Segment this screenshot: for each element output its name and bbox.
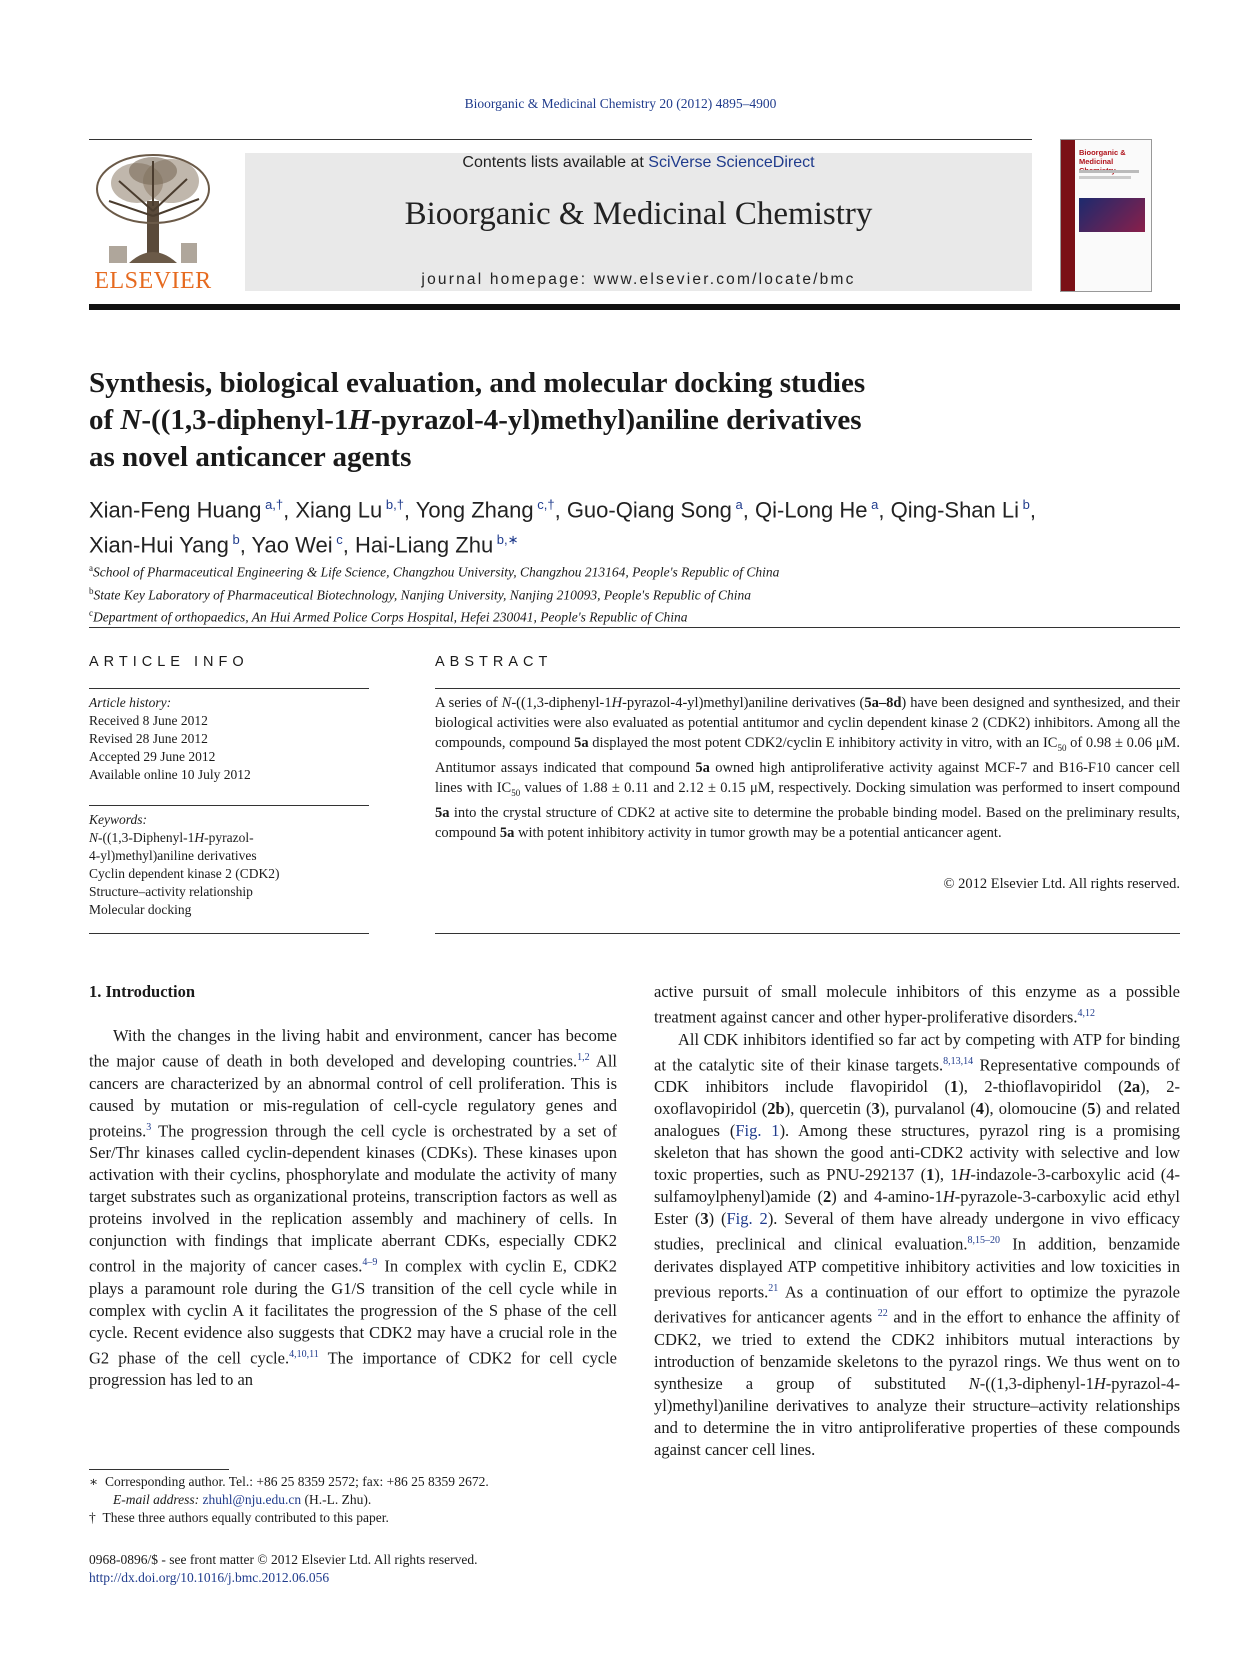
affiliation-text: Department of orthopaedics, An Hui Armed Police Corps Hospital, Hefei 230041, People's Republic of China (93, 609, 688, 625)
footnote-rule (89, 1469, 229, 1470)
article-title (89, 365, 1139, 476)
reference-link[interactable]: 8,15–20 (967, 1235, 1001, 1246)
author-name: Hai-Liang Zhu (355, 532, 494, 558)
author-affiliation-mark[interactable]: a,† (261, 497, 284, 512)
author-name: Xian-Hui Yang (89, 532, 229, 558)
journal-title: Bioorganic & Medicinal Chemistry (404, 196, 873, 232)
footnotes (89, 1473, 617, 1527)
article-history (89, 694, 369, 784)
figure-link[interactable]: Fig. 2 (726, 1209, 768, 1228)
history-item: Revised 28 June 2012 (89, 731, 208, 746)
reference-link[interactable]: 4–9 (362, 1257, 378, 1268)
author-name: Guo-Qiang Song (566, 497, 732, 523)
author-affiliation-mark[interactable]: b,∗ (493, 532, 519, 548)
author-name: Yao Wei (251, 532, 333, 558)
header-thick-rule (89, 304, 1180, 310)
cover-text-line (1079, 176, 1131, 179)
intro-paragraph-2: All CDK inhibitors identified so far act by competing with ATP for binding at the catalytic site of their kinase targets.$^{8,13,14}$ Representative compounds of CDK inhibitors include flavopiridol (1), 2-thioflavopiridol (2a), 2-oxoflavopiridol (2b), quercetin (3), purvalanol (4), olomoucine (5) and related analogues (Fig. 1). Among these structures, pyrazol ring is a promising skeleton that has shown the good anti-CDK2 activity with selective and low toxic properties, such as PNU-292137 (1), 1H-indazole-3-carboxylic acid (4-sulfamoylphenyl)amide (2) and 4-amino-1H-pyrazole-3-carboxylic acid ethyl Ester (3) (Fig. 2). Several of them have already undergone in vivo efficacy studies, preclinical and clinical evaluation.$^{8,15-20}$ In addition, benzamide derivates displayed ATP competitive inhibitory activities and low toxicities in previous reports.$^{21}$ As a continuation of our effort to optimize the pyrazole derivatives for anticancer agents $^{22}$ and in the effort to enhance the affinity of CDK2, we tried to extend the CDK2 inhibitors mutual interactions by introduction of benzamide skeletons to the pyrazol rings. We thus went on to synthesize a group of substituted N-((1,3-diphenyl-1H-pyrazol-4-yl)methyl)aniline derivatives to analyze their structure–activity relationships and to determine the in vitro antiproliferative properties of these compounds against cancer cell lines. (654, 1029, 1181, 1459)
history-item: Accepted 29 June 2012 (89, 749, 216, 764)
cover-image (1079, 198, 1145, 232)
affiliation-text: State Key Laboratory of Pharmaceutical Biotechnology, Nanjing University, Nanjing 210093, People's Republic of China (93, 587, 752, 602)
author-affiliation-mark[interactable]: b (228, 532, 240, 548)
author-affiliation-mark[interactable]: c,† (533, 497, 555, 512)
author-affiliation-mark[interactable]: a (731, 497, 743, 512)
history-item: Available online 10 July 2012 (89, 767, 251, 782)
keyword-text: -pyrazol- (204, 830, 254, 845)
article-info-rule (89, 688, 369, 689)
front-matter (89, 1551, 617, 1587)
abstract-rule (435, 933, 1180, 934)
keyword-text: -((1,3-Diphenyl-1 (98, 830, 195, 845)
affiliation-mark: c (89, 608, 93, 618)
article-info-rule (89, 933, 369, 934)
title-text: -((1,3-diphenyl-1 (141, 404, 349, 436)
header-divider (89, 139, 1032, 140)
history-label: Article history: (89, 695, 172, 710)
tree-icon (89, 151, 217, 269)
reference-link[interactable]: 4,12 (1077, 1008, 1095, 1019)
reference-link[interactable]: 3 (146, 1121, 152, 1133)
reference-link[interactable]: 8,13,14 (943, 1055, 974, 1067)
title-line-2 (89, 402, 1139, 439)
doi-link[interactable]: http://dx.doi.org/10.1016/j.bmc.2012.06.056 (89, 1570, 330, 1585)
affiliation-text: School of Pharmaceutical Engineering & Life Science, Changzhou University, Changzhou 213164, People's Republic of China (93, 564, 780, 580)
contents-prefix: Contents lists available at (462, 154, 649, 171)
keyword-italic: H (194, 830, 205, 845)
author-separator: , (342, 532, 355, 558)
keyword-item: Structure–activity relationship (89, 884, 253, 899)
abstract-rule (435, 688, 1180, 689)
author-separator: , (1029, 497, 1036, 523)
article-info-rule (89, 805, 369, 806)
journal-citation[interactable]: Bioorganic & Medicinal Chemistry 20 (2012) 4895–4900 (464, 96, 777, 111)
author-name: Yong Zhang (415, 497, 534, 523)
author-affiliation-mark[interactable]: b,† (382, 497, 404, 512)
affiliation-item (89, 604, 1180, 627)
contents-line (245, 154, 1032, 172)
title-italic: H (348, 404, 371, 436)
equal-contribution-note: † These three authors equally contributed to this paper. (89, 1510, 389, 1525)
journal-cover-thumbnail[interactable] (1060, 139, 1152, 292)
author-separator: , (554, 497, 567, 523)
author-affiliation-mark[interactable]: c (332, 532, 343, 548)
author-affiliation-mark[interactable]: a (867, 497, 879, 512)
reference-link[interactable]: 4,10,11 (289, 1348, 319, 1360)
journal-homepage-link[interactable]: journal homepage: www.elsevier.com/locate/bmc (421, 271, 856, 288)
affiliation-mark: b (89, 585, 94, 596)
corresponding-author-note: ∗ Corresponding author. Tel.: +86 25 8359 2572; fax: +86 25 8359 2672. (89, 1474, 489, 1489)
history-item: Received 8 June 2012 (89, 713, 208, 728)
sciencedirect-link[interactable]: SciVerse ScienceDirect (648, 154, 815, 171)
keyword-item (89, 829, 369, 847)
author-name: Qi-Long He (755, 497, 868, 523)
figure-link[interactable]: Fig. 1 (735, 1121, 780, 1140)
title-line-3: as novel anticancer agents (89, 441, 412, 473)
author-list (89, 490, 1180, 561)
affiliation-mark: a (89, 563, 93, 573)
title-text: -pyrazol-4-yl)methyl)aniline derivatives (370, 404, 862, 436)
intro-right-column (654, 981, 1180, 1461)
author-separator: , (239, 532, 252, 558)
abstract-body: A series of N-((1,3-diphenyl-1H-pyrazol-4-yl)methyl)aniline derivatives (5a–8d) have been designed and synthesized, and their biological activities were also evaluated as potential antitumor and cyclin dependent kinase 2 (CDK2) inhibitors. Among all the compounds, compound 5a displayed the most potent CDK2/cyclin E inhibitory activity in vitro, with an $IC_{50}$ of 0.98 ± 0.06 μM. Antitumor assays indicated that compound 5a owned high antiproliferative activity against MCF-7 and B16-F10 cancer cell lines with $IC_{50}$ values of 1.88 ± 0.11 and 2.12 ± 0.15 μM, respectively. Docking simulation was performed to insert compound 5a into the crystal structure of CDK2 at active site to determine the probable binding model. Based on the preliminary results, compound 5a with potent inhibitory activity in tumor growth may be a potential anticancer agent. (435, 695, 1181, 841)
intro-left-column (89, 1025, 617, 1391)
email-note: E-mail address: zhuhl@nju.edu.cn (H.-L. Zhu). (113, 1492, 372, 1507)
author-separator: , (403, 497, 416, 523)
author-name: Xian-Feng Huang (89, 497, 262, 523)
author-name: Xiang Lu (295, 497, 383, 523)
keywords-label: Keywords: (89, 812, 147, 827)
cover-spine (1061, 140, 1075, 291)
title-italic: N (120, 404, 142, 436)
article-info-heading: ARTICLE INFO (89, 654, 249, 670)
affiliation-divider (89, 627, 1180, 628)
keyword-item: Molecular docking (89, 902, 192, 917)
keyword-italic: N (89, 830, 99, 845)
keyword-item: 4-yl)methyl)aniline derivatives (89, 848, 257, 863)
abstract-copyright: © 2012 Elsevier Ltd. All rights reserved. (943, 876, 1180, 892)
reference-link[interactable]: 1,2 (577, 1052, 590, 1063)
reference-link[interactable]: 21 (768, 1282, 779, 1294)
author-name: Qing-Shan Li (890, 497, 1020, 523)
author-affiliation-mark[interactable]: b (1019, 497, 1030, 512)
keyword-item: Cyclin dependent kinase 2 (CDK2) (89, 866, 280, 881)
title-text: of (89, 404, 121, 436)
title-line-1: Synthesis, biological evaluation, and molecular docking studies (89, 367, 866, 399)
cover-text-line (1079, 170, 1139, 173)
author-separator: , (742, 497, 755, 523)
section-heading: 1. Introduction (89, 982, 196, 1001)
cover-title: Bioorganic & Medicinal (1079, 148, 1126, 166)
affiliation-item (89, 582, 1180, 605)
front-matter-text: 0968-0896/$ - see front matter © 2012 Elsevier Ltd. All rights reserved. (89, 1552, 478, 1567)
keywords (89, 811, 369, 919)
reference-link[interactable]: 22 (877, 1308, 888, 1319)
elsevier-wordmark: ELSEVIER (94, 268, 212, 294)
intro-paragraph-1: With the changes in the living habit and environment, cancer has become the major cause of death in both developed and developing countries.$^{1,2}$ All cancers are characterized by an abnormal control of cell proliferation. This is caused by mutation or mis-regulation of cell-cycle regulatory genes and proteins.$^3$ The progression through the cell cycle is orchestrated by a set of Ser/Thr kinases called cyclin-dependent kinases (CDKs). These kinases upon activation with their cyclins, phosphorylate and modulate the activity of many target substrates such as organizational proteins, transcription factors as well as proteins involved in the replication assembly and machinery of cells. In conjunction with findings that implicate aberrant CDKs, especially CDK2 control in the majority of cancer cases.$^{4-9}$ In complex with cyclin E, CDK2 plays a paramount role during the G1/S transition of the cell cycle while in complex with cyclin A it facilitates the progression of the S phase of the cell cycle. Recent evidence also suggests that CDK2 may have a crucial role in the G2 phase of the cell cycle.$^{4,10,11}$ The importance of CDK2 for cell cycle progression has led to an (89, 1026, 617, 1389)
affiliation-item (89, 559, 1180, 582)
author-separator: , (878, 497, 891, 523)
affiliation-list (89, 559, 1180, 627)
intro-paragraph-1-continued: active pursuit of small molecule inhibitors of this enzyme as a possible treatment against cancer and other hyper-proliferative disorders.$^{4,12}$ (654, 982, 1180, 1027)
author-separator: , (283, 497, 296, 523)
abstract-heading: ABSTRACT (435, 654, 553, 670)
email-link[interactable]: zhuhl@nju.edu.cn (202, 1492, 302, 1507)
